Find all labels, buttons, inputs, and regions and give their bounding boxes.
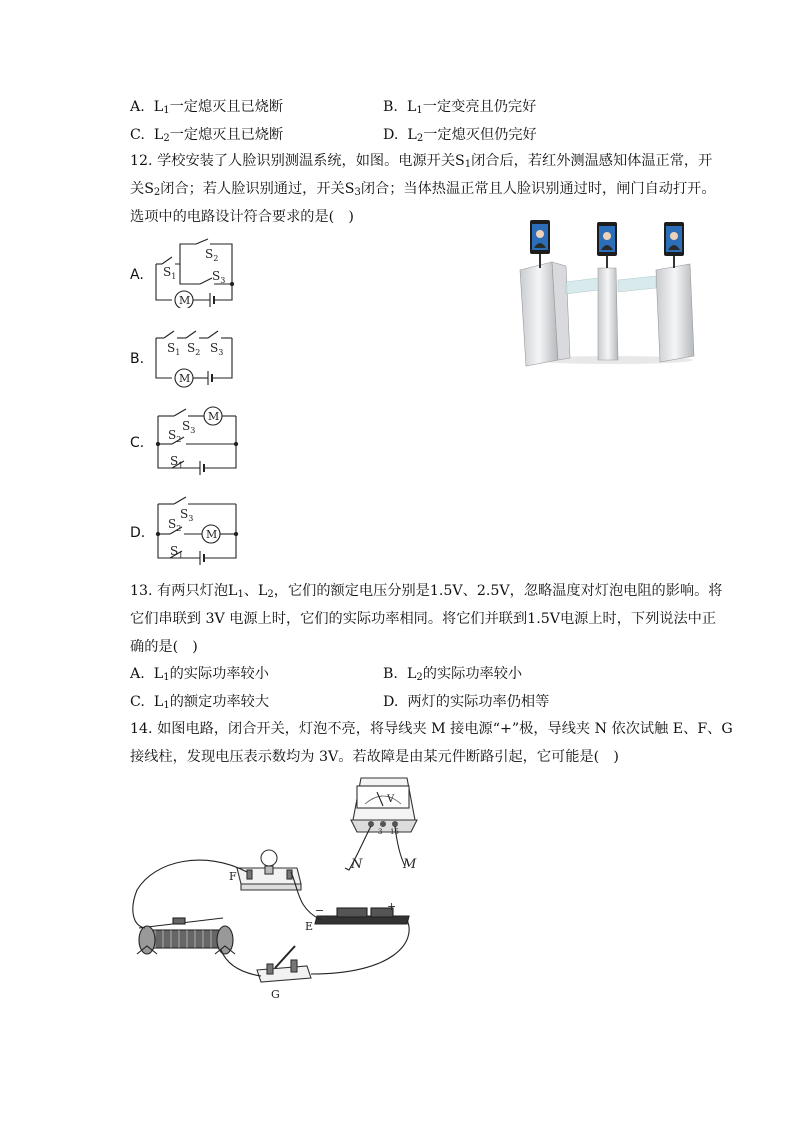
switch-s3-label: $S_3$ (180, 507, 194, 523)
switch-s1-label: $S_1$ (170, 544, 184, 560)
switch-s1-label: $S_1$ (170, 454, 184, 470)
voltmeter (351, 778, 417, 836)
q13-stem-line3: 确的是( ) (130, 639, 198, 655)
q12-stem-line3: 选项中的电路设计符合要求的是( ) (130, 209, 354, 225)
switch-s1-label: $S_1$ (163, 265, 177, 281)
motor-label: M (179, 294, 191, 307)
switch-s3-label: $S_3$ (182, 419, 196, 435)
q11-option-d[interactable]: D. $L_2$一定熄灭但仍完好 (383, 127, 537, 144)
q11-option-b[interactable]: B. $L_1$一定变亮且仍完好 (383, 99, 537, 116)
q12-option-b-letter[interactable]: B. (130, 351, 145, 367)
q12-option-a-letter[interactable]: A. (130, 267, 144, 283)
q13-stem-line1: 13. 有两只灯泡$L_1$、$L_2$，它们的额定电压分别是1.5V、2.5V，忽略温度对灯泡电阻的影响。将 (130, 583, 723, 600)
face-terminal-right (664, 222, 684, 268)
rheostat (137, 918, 235, 954)
switch-s2-label: $S_2$ (205, 247, 219, 263)
q11-option-a[interactable]: A. $L_1$一定熄灭且已烧断 (130, 99, 284, 116)
face-terminal-middle (597, 222, 617, 268)
q13-option-b[interactable]: B. $L_2$的实际功率较小 (383, 666, 523, 683)
battery-plus-label: + (387, 900, 397, 913)
face-terminal-left (530, 220, 550, 268)
terminal-f-label: F (229, 870, 237, 883)
battery (315, 900, 409, 924)
motor-label: M (206, 528, 218, 541)
battery-minus-label: − (315, 904, 325, 917)
face-recognition-gate-illustration (518, 218, 698, 368)
switch-s2-label: $S_2$ (187, 341, 201, 357)
circuit-diagram-d (150, 494, 242, 566)
probe-n-label: N (351, 857, 363, 872)
q11-option-c[interactable]: C. $L_2$一定熄灭且已烧断 (130, 127, 284, 144)
q13-stem-line2: 它们串联到 3V 电源上时，它们的实际功率相同。将它们并联到1.5V电源上时，下列说法中正 (130, 611, 717, 627)
voltmeter-terminal-3: 3 (378, 828, 383, 836)
voltmeter-v-label: V (387, 794, 395, 805)
q14-circuit-illustration (125, 770, 425, 1002)
knife-switch (257, 946, 311, 982)
q12-option-c-letter[interactable]: C. (130, 435, 145, 451)
terminal-e-label: E (305, 920, 314, 933)
circuit-diagram-c (150, 404, 242, 476)
switch-s2-label: $S_2$ (168, 517, 182, 533)
circuit-diagram-a (150, 238, 240, 308)
circuit-diagram-b (150, 326, 240, 388)
q13-option-a[interactable]: A. $L_1$的实际功率较小 (130, 666, 269, 683)
q14-stem-line1: 14. 如图电路，闭合开关，灯泡不亮，将导线夹 M 接电源“+”极，导线夹 N 依次试触 E、F、G (130, 721, 733, 737)
q13-option-c[interactable]: C. $L_1$的额定功率较大 (130, 694, 270, 711)
switch-s2-label: $S_2$ (168, 428, 182, 444)
motor-label: M (208, 410, 220, 423)
terminal-g-label: G (271, 988, 280, 1001)
probe-m-label: M (403, 857, 417, 872)
q14-stem-line2: 接线柱，发现电压表示数均为 3V。若故障是由某元件断路引起，它可能是( ) (130, 749, 619, 765)
q12-option-d-letter[interactable]: D. (130, 525, 146, 541)
switch-s3-label: $S_3$ (210, 341, 224, 357)
lamp-board (237, 850, 301, 890)
switch-s1-label: $S_1$ (167, 341, 181, 357)
q12-stem-line2: 关$S_2$闭合；若人脸识别通过，开关$S_3$闭合；当体热温正常且人脸识别通过时，闸门自动打开。 (130, 181, 716, 198)
q13-option-d[interactable]: D. 两灯的实际功率仍相等 (383, 694, 550, 710)
motor-label: M (179, 372, 191, 385)
q12-stem-line1: 12. 学校安装了人脸识别测温系统，如图。电源开关$S_1$闭合后，若红外测温感知体温正常，开 (130, 153, 713, 170)
voltmeter-terminal-15: 15 (390, 828, 399, 836)
switch-s3-label: $S_3$ (212, 269, 226, 285)
